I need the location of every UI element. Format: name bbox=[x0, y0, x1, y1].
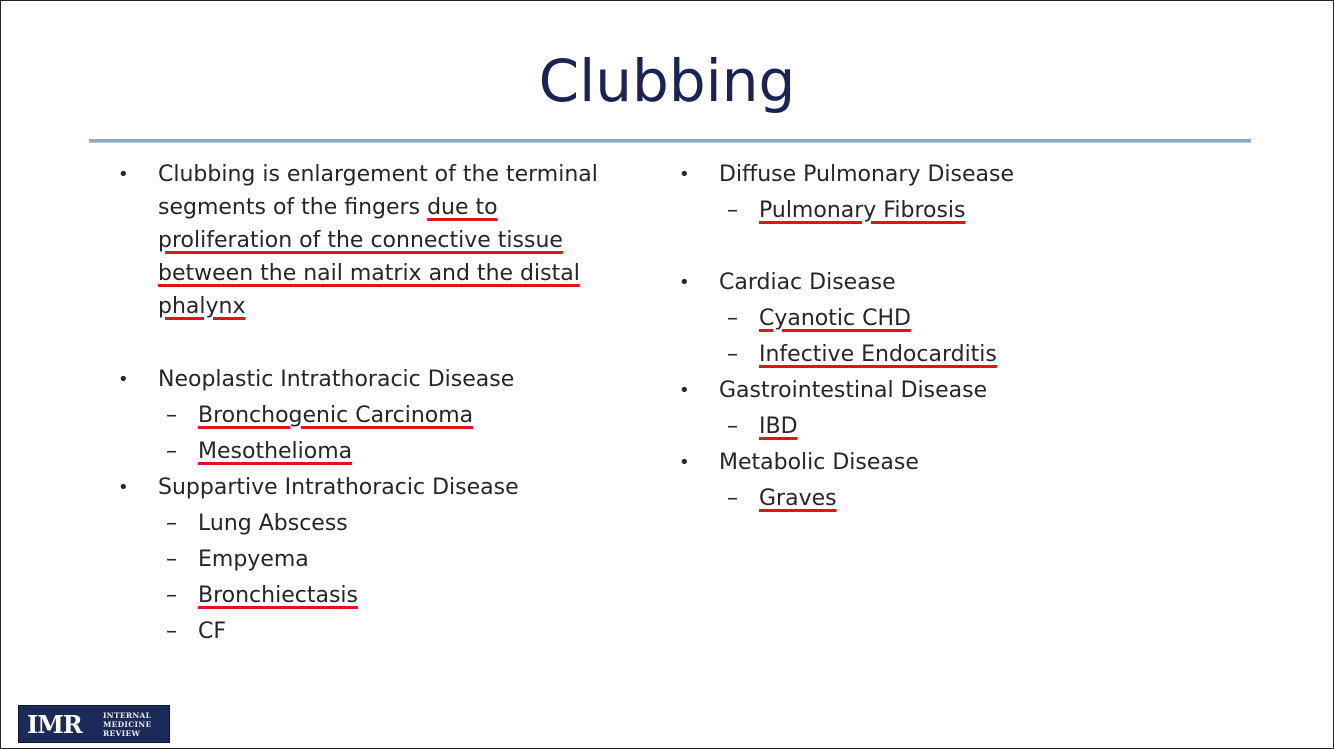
bullet-icon: • bbox=[118, 477, 129, 498]
list-item-label: Empyema bbox=[198, 547, 309, 572]
logo-mark: IMR bbox=[27, 709, 82, 739]
bullet-icon: • bbox=[679, 164, 690, 185]
definition-text: Clubbing is enlargement of the terminal segments of the fingers bbox=[158, 162, 598, 220]
list-item bbox=[118, 435, 618, 468]
list-item bbox=[118, 543, 618, 576]
imr-logo bbox=[18, 705, 170, 743]
definition-underlined-text: due to proliferation of the connective tissue between the nail matrix and the distal phalynx bbox=[158, 195, 580, 319]
dash-icon: – bbox=[166, 619, 177, 644]
dash-icon: – bbox=[166, 511, 177, 536]
group-heading bbox=[679, 266, 1279, 299]
group-heading-label: Diffuse Pulmonary Disease bbox=[719, 162, 1014, 187]
logo-wordmark bbox=[103, 711, 151, 738]
bullet-icon: • bbox=[118, 369, 129, 390]
list-item bbox=[118, 615, 618, 648]
dash-icon: – bbox=[166, 583, 177, 608]
list-item-label: Graves bbox=[759, 486, 837, 511]
dash-icon: – bbox=[166, 439, 177, 464]
list-item-label: Infective Endocarditis bbox=[759, 342, 997, 367]
dash-icon: – bbox=[727, 342, 738, 367]
list-item-label: Cyanotic CHD bbox=[759, 306, 911, 331]
list-item bbox=[679, 194, 1279, 227]
list-item bbox=[118, 507, 618, 540]
list-item bbox=[679, 410, 1279, 443]
bullet-icon: • bbox=[679, 272, 690, 293]
right-column bbox=[679, 158, 1279, 515]
list-item-label: Pulmonary Fibrosis bbox=[759, 198, 966, 223]
title-divider bbox=[89, 139, 1251, 143]
dash-icon: – bbox=[727, 198, 738, 223]
bullet-icon: • bbox=[679, 380, 690, 401]
list-item-label: Bronchiectasis bbox=[198, 583, 358, 608]
logo-line: MEDICINE bbox=[103, 719, 152, 729]
dash-icon: – bbox=[727, 306, 738, 331]
slide-title: Clubbing bbox=[538, 47, 796, 115]
logo-line: INTERNAL bbox=[103, 710, 152, 720]
group-heading bbox=[679, 446, 1279, 479]
group-heading bbox=[679, 374, 1279, 407]
dash-icon: – bbox=[727, 486, 738, 511]
group-heading bbox=[118, 363, 618, 396]
list-item-label: Bronchogenic Carcinoma bbox=[198, 403, 474, 428]
list-item bbox=[118, 399, 618, 432]
dash-icon: – bbox=[727, 414, 738, 439]
group-heading-label: Neoplastic Intrathoracic Disease bbox=[158, 367, 515, 392]
group-heading bbox=[679, 158, 1279, 191]
list-item-label: CF bbox=[198, 619, 227, 644]
logo-line: REVIEW bbox=[103, 728, 141, 738]
bullet-icon: • bbox=[118, 164, 129, 185]
list-item-label: Mesothelioma bbox=[198, 439, 353, 464]
bullet-icon: • bbox=[679, 452, 690, 473]
list-item bbox=[679, 482, 1279, 515]
group-heading-label: Gastrointestinal Disease bbox=[719, 378, 988, 403]
group-heading-label: Suppartive Intrathoracic Disease bbox=[158, 475, 519, 500]
list-item bbox=[679, 302, 1279, 335]
definition-bullet bbox=[118, 158, 618, 323]
list-item-label: Lung Abscess bbox=[198, 511, 348, 536]
list-item-label: IBD bbox=[759, 414, 798, 439]
left-column bbox=[118, 158, 618, 648]
group-heading bbox=[118, 471, 618, 504]
list-item bbox=[118, 579, 618, 612]
dash-icon: – bbox=[166, 547, 177, 572]
group-heading-label: Cardiac Disease bbox=[719, 270, 896, 295]
group-heading-label: Metabolic Disease bbox=[719, 450, 919, 475]
dash-icon: – bbox=[166, 403, 177, 428]
list-item bbox=[679, 338, 1279, 371]
